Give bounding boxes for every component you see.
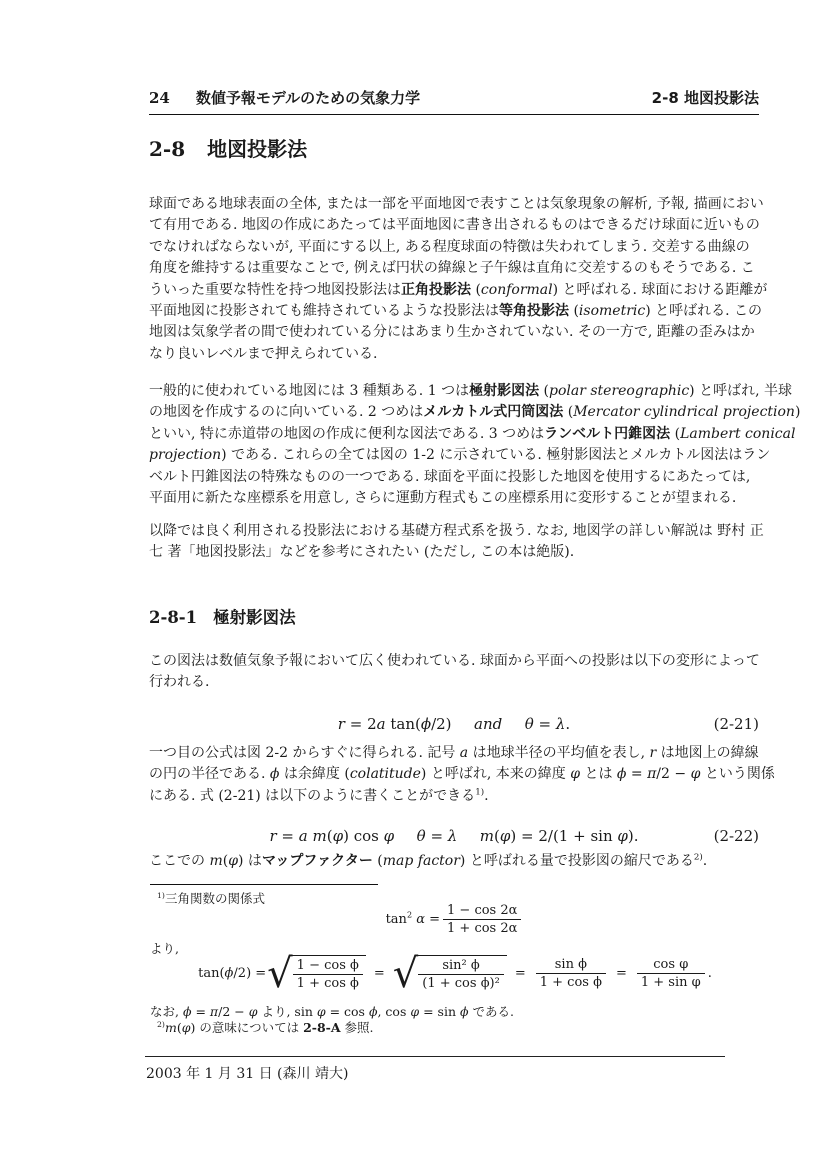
text-line: ここでの m(φ) はマップファクター (map factor) と呼ばれる量で投影図の縮尺である$^{2)}$. bbox=[149, 852, 708, 869]
text-line: の円の半径である. ϕ は余緯度 (colatitude) と呼ばれ, 本来の緯度 φ とは ϕ = π/2 − φ という関係 bbox=[149, 766, 775, 783]
fraction bbox=[443, 903, 521, 936]
footnote-1: $^{1)}$三角関数の関係式 bbox=[157, 890, 265, 906]
footer-date: 2003 年 1 月 31 日 (森川 靖大) bbox=[146, 1066, 349, 1082]
text-line: にある. 式 (2-21) は以下のように書くことができる$^{1)}$. bbox=[149, 787, 489, 804]
equals-sign: = bbox=[373, 965, 385, 981]
header-right-title: 2-8 地図投影法 bbox=[651, 89, 759, 107]
section-title: 地図投影法 bbox=[207, 137, 308, 161]
fraction bbox=[293, 958, 363, 991]
text-line: 一つ目の公式は図 2-2 からすぐに得られる. 記号 a は地球半径の平均値を表し, r は地図上の緯線 bbox=[149, 745, 759, 761]
fn-eq2-lhs: tan(ϕ/2) = bbox=[198, 965, 267, 981]
text-line: 以降では良く利用される投影法における基礎方程式系を扱う. なお, 地図学の詳しい解説は 野村 正 bbox=[149, 523, 764, 539]
equation-2-21 bbox=[149, 715, 759, 733]
fraction-denominator: 1 + cos ϕ bbox=[539, 974, 602, 990]
text-line: ベルト円錐図法の特殊なものの一つである. 球面を平面に投影した地図を使用するにあたっては, bbox=[149, 468, 751, 485]
page-header bbox=[149, 87, 759, 115]
equation-2-21-body: r = 2a tan(ϕ/2) and θ = λ. bbox=[337, 715, 571, 733]
footnote-rule bbox=[150, 884, 378, 885]
footnote-equation-2 bbox=[150, 951, 760, 997]
paragraph-3 bbox=[149, 521, 809, 564]
text-line: 平面用に新たな座標系を用意し, さらに運動方程式もこの座標系用に変形することが望まれる. bbox=[149, 489, 737, 506]
equation-2-22-body: r = a m(φ) cos φ θ = λ m(φ) = 2/(1 + sin φ). bbox=[269, 827, 639, 845]
section-heading bbox=[149, 133, 307, 162]
equals-sign: = bbox=[615, 965, 627, 981]
fraction-numerator: 1 − cos 2α bbox=[443, 903, 521, 920]
footnote-equation-1 bbox=[150, 903, 760, 936]
text-line: projection) である. これらの全ては図の 1-2 に示されている. 極射影図法とメルカトル図法はラン bbox=[149, 447, 771, 464]
fraction-denominator: 1 + cos 2α bbox=[447, 921, 518, 936]
footer-rule bbox=[145, 1056, 725, 1057]
equation-2-21-number: (2-21) bbox=[713, 715, 759, 733]
equation-2-22-number: (2-22) bbox=[713, 827, 759, 845]
fraction bbox=[418, 958, 504, 991]
fn-eq1-lhs: $\tan^2 \alpha$ = bbox=[385, 910, 441, 927]
fraction-denominator: 1 + cos ϕ bbox=[296, 976, 359, 991]
text-line: といい, 特に赤道帯の地図の作成に便利な図法である. 3 つめはランベルト円錐図法 (Lambert conical bbox=[149, 425, 796, 442]
paragraph-4 bbox=[149, 651, 809, 694]
paragraph-1 bbox=[149, 194, 809, 365]
text-line: の地図を作成するのに向いている. 2 つめはメルカトル式円筒図法 (Mercator cylindrical projection) bbox=[149, 404, 801, 421]
square-root: √ $\frac{\text{sin² ϕ}}{\text{(1 + cos ϕ)²}}$ bbox=[393, 955, 507, 991]
text-line: て有用である. 地図の作成にあたっては平面地図に書き出されるものはできるだけ球面に近いもの bbox=[149, 217, 760, 234]
fraction bbox=[536, 957, 606, 990]
text-line: 地図は気象学者の間で使われている分にはあまり生かされていない. その一方で, 距離の歪みはか bbox=[149, 324, 755, 341]
subsection-title: 極射影図法 bbox=[213, 608, 296, 627]
fraction-numerator: cos φ bbox=[637, 957, 705, 974]
text-line: ういった重要な特性を持つ地図投影法は正角投影法 (conformal) と呼ばれる. 球面における距離が bbox=[149, 281, 768, 298]
fraction-numerator: 1 − cos ϕ bbox=[293, 958, 363, 975]
text-line: 一般的に使われている地図には 3 種類ある. 1 つは極射影図法 (polar stereographic) と呼ばれ, 半球 bbox=[149, 383, 792, 399]
fraction-denominator: (1 + cos ϕ)² bbox=[422, 976, 500, 991]
text-line: 行われる. bbox=[149, 674, 210, 691]
section-number: 2-8 bbox=[149, 137, 186, 161]
fraction bbox=[637, 957, 705, 990]
text-line: でなければならないが, 平面にする以上, ある程度球面の特徴は失われてしまう. 交差する曲線の bbox=[149, 238, 750, 255]
page-number: 24 bbox=[149, 89, 170, 107]
text-line: 角度を維持するは重要なことで, 例えば円状の緯線と子午線は直角に交差するのもそうである. こ bbox=[149, 260, 755, 277]
header-left-title: 数値予報モデルのための気象力学 bbox=[195, 89, 421, 107]
subsection-number: 2-8-1 bbox=[149, 608, 198, 627]
period: . bbox=[707, 965, 712, 981]
paragraph-6 bbox=[149, 851, 809, 872]
text-line: なり良いレベルまで押えられている. bbox=[149, 345, 378, 362]
paragraph-5 bbox=[149, 743, 809, 807]
fraction-numerator: sin ϕ bbox=[536, 957, 606, 974]
subsection-heading bbox=[149, 604, 296, 628]
footnote-2: $^{2)}$m(φ) の意味については 2-8-A 参照. bbox=[157, 1019, 374, 1035]
paragraph-2 bbox=[149, 381, 809, 509]
text-line: この図法は数値気象予報において広く使われている. 球面から平面への投影は以下の変形によって bbox=[149, 653, 760, 669]
equals-sign: = bbox=[514, 965, 526, 981]
fraction-denominator: 1 + sin φ bbox=[640, 974, 701, 990]
equation-2-22 bbox=[149, 827, 759, 845]
text-line: 球面である地球表面の全体, または一部を平面地図で表すことは気象現象の解析, 予報, 描画におい bbox=[149, 196, 764, 212]
text-line: 七 著「地図投影法」などを参考にされたい (ただし, この本は絶版). bbox=[149, 544, 575, 561]
text-line: 平面地図に投影されても維持されているような投影法は等角投影法 (isometric) と呼ばれる. この bbox=[149, 302, 763, 319]
fraction-numerator: sin² ϕ bbox=[418, 958, 504, 975]
square-root: √ $\frac{\text{1 − cos ϕ}}{\text{1 + cos ϕ}}$ bbox=[267, 955, 366, 991]
footnote-connector: より, bbox=[150, 941, 179, 956]
footnote-note: なお, ϕ = π/2 − φ より, sin φ = cos ϕ, cos φ = sin ϕ である. bbox=[150, 1004, 514, 1019]
